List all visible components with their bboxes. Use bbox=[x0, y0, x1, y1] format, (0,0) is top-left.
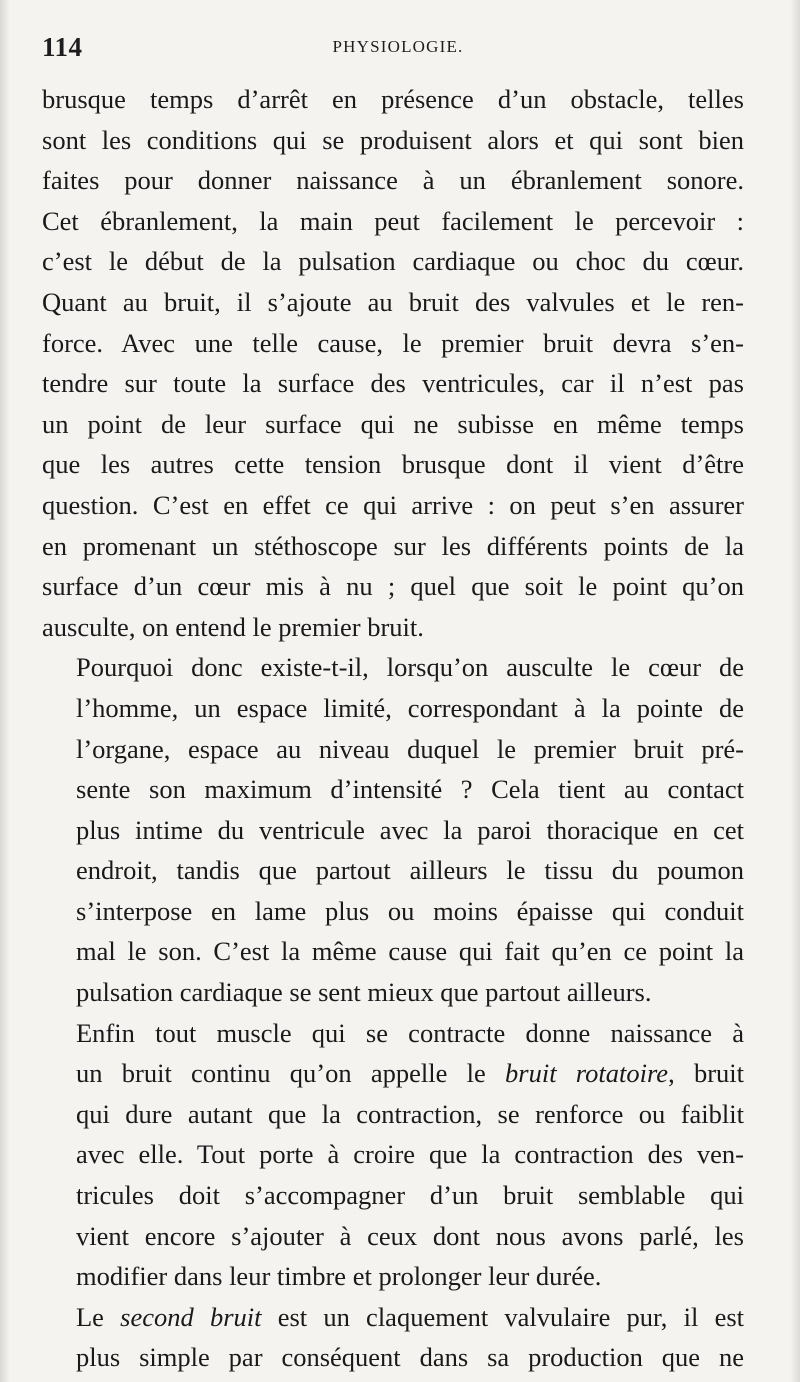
text-line: en promenant un stéthoscope sur les différents points de la bbox=[42, 530, 744, 561]
text-line: que les autres cette tension brusque dont il vient d’être bbox=[42, 449, 744, 480]
text-line bbox=[42, 1053, 744, 1094]
text-line: modifier dans leur timbre et prolonger leur durée. bbox=[76, 1261, 602, 1292]
text-line: plus simple par conséquent dans sa production que ne bbox=[76, 1342, 744, 1373]
text-line: vient encore s’ajouter à ceux dont nous avons parlé, les bbox=[76, 1220, 744, 1251]
text-line: ausculte, on entend le premier bruit. bbox=[42, 611, 424, 642]
line-text: Le bbox=[76, 1301, 121, 1332]
text-line: tricules doit s’accompagner d’un bruit semblable qui bbox=[76, 1180, 744, 1211]
text-line: Pourquoi donc existe-t-il, lorsqu’on ausculte le cœur de bbox=[76, 652, 744, 683]
text-line: plus intime du ventricule avec la paroi thoracique en cet bbox=[76, 814, 744, 845]
text-line: endroit, tandis que partout ailleurs le tissu du poumon bbox=[76, 855, 744, 886]
text-line: faites pour donner naissance à un ébranlement sonore. bbox=[42, 165, 744, 196]
text-line: avec elle. Tout porte à croire que la contraction des ven- bbox=[76, 1139, 744, 1170]
page-number: 114 bbox=[42, 32, 83, 62]
text-line: question. C’est en effet ce qui arrive : on peut s’en assurer bbox=[42, 489, 744, 520]
body-text bbox=[42, 79, 744, 1378]
text-line: surface d’un cœur mis à nu ; quel que soit le point qu’on bbox=[42, 571, 744, 602]
text-line: Enfin tout muscle qui se contracte donne naissance à bbox=[76, 1017, 744, 1048]
text-line: pulsation cardiaque se sent mieux que partout ailleurs. bbox=[76, 977, 652, 1008]
text-line: c’est le début de la pulsation cardiaque ou choc du cœur. bbox=[42, 246, 744, 277]
text-line: l’organe, espace au niveau duquel le premier bruit pré- bbox=[76, 733, 744, 764]
text-line: force. Avec une telle cause, le premier bruit devra s’en- bbox=[42, 327, 744, 358]
line-text: un bruit continu qu’on appelle le bbox=[76, 1058, 506, 1089]
line-text: , bruit bbox=[668, 1058, 745, 1089]
text-line: Quant au bruit, il s’ajoute au bruit des valvules et le ren- bbox=[42, 286, 744, 317]
text-line: qui dure autant que la contraction, se renforce ou faiblit bbox=[76, 1098, 744, 1129]
text-line: sont les conditions qui se produisent alors et qui sont bien bbox=[42, 124, 744, 155]
running-title: PHYSIOLOGIE. bbox=[332, 37, 464, 56]
text-line: s’interpose en lame plus ou moins épaisse qui conduit bbox=[76, 895, 744, 926]
text-line: l’homme, un espace limité, correspondant à la pointe de bbox=[76, 692, 744, 723]
paragraph-4 bbox=[42, 1297, 744, 1378]
text-line: un point de leur surface qui ne subisse en même temps bbox=[42, 408, 744, 439]
text-line: tendre sur toute la surface des ventricules, car il n’est pas bbox=[42, 368, 744, 399]
line-text: est un claquement valvulaire pur, il est bbox=[261, 1301, 745, 1332]
text-line: brusque temps d’arrêt en présence d’un obstacle, telles bbox=[42, 84, 744, 114]
italic-term: bruit rotatoire bbox=[505, 1058, 669, 1089]
paragraph-2 bbox=[42, 647, 744, 1012]
text-line: sente son maximum d’intensité ? Cela tient au contact bbox=[76, 774, 744, 805]
paragraph-3 bbox=[42, 1013, 744, 1297]
text-line: mal le son. C’est la même cause qui fait qu’en ce point la bbox=[76, 936, 744, 967]
paragraph-1 bbox=[42, 79, 744, 647]
text-line: Cet ébranlement, la main peut facilement le percevoir : bbox=[42, 205, 744, 236]
text-line bbox=[42, 1297, 744, 1338]
running-head bbox=[42, 32, 754, 66]
italic-term: second bruit bbox=[120, 1301, 262, 1332]
